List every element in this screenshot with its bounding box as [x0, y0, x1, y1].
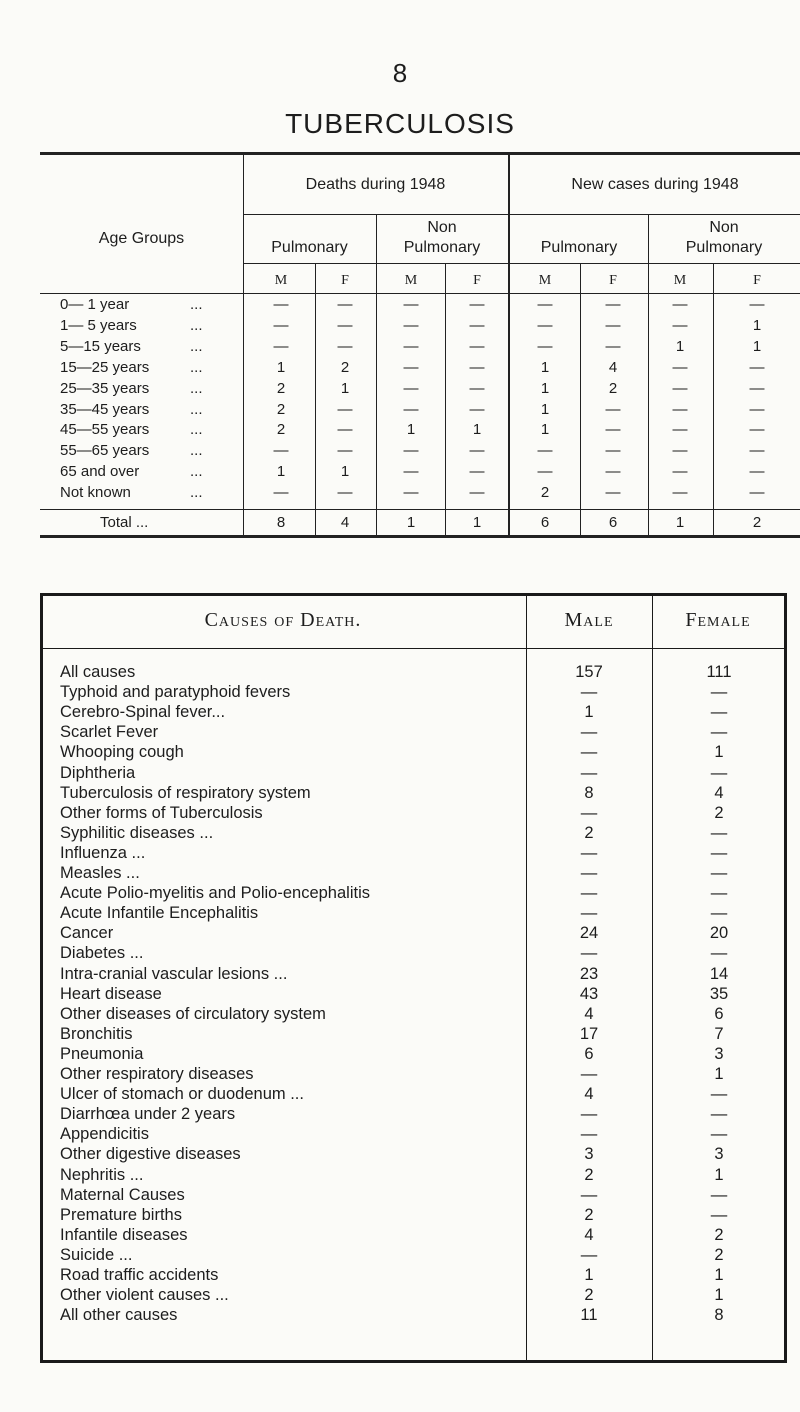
- tb-cell-value: —: [605, 442, 621, 460]
- sex-m-header: M: [404, 273, 418, 288]
- age-group-label: Not known: [60, 484, 131, 502]
- causes-header: Causes of Death.: [204, 609, 362, 631]
- female-value: —: [710, 884, 728, 903]
- female-value: —: [710, 1125, 728, 1144]
- tb-cell-value: —: [605, 337, 621, 355]
- tb-cell-value: —: [749, 442, 765, 460]
- tb-cell-value: 1: [540, 400, 550, 418]
- new-cases-header: New cases during 1948: [571, 176, 739, 193]
- female-value: 8: [714, 1306, 724, 1325]
- tb-cell-value: —: [337, 400, 353, 418]
- female-value: 2: [714, 1225, 724, 1244]
- leader-dots: ...: [190, 421, 203, 439]
- tb-cell-value: 1: [752, 337, 762, 355]
- tb-cell-value: —: [605, 400, 621, 418]
- female-value: 1: [714, 1165, 724, 1184]
- male-value: —: [580, 1245, 598, 1264]
- leader-dots: ...: [190, 400, 203, 418]
- tb-cell-value: —: [403, 484, 419, 502]
- leader-dots: ...: [190, 358, 203, 376]
- cause-label: All other causes: [60, 1306, 178, 1325]
- cause-label: All causes: [60, 663, 136, 681]
- female-value: —: [710, 1085, 728, 1104]
- female-value: 4: [714, 783, 724, 802]
- female-value: —: [710, 703, 728, 722]
- female-value: 1: [714, 743, 724, 762]
- tb-cell-value: 1: [540, 379, 550, 397]
- male-value: 2: [584, 1205, 594, 1224]
- male-value: 2: [584, 1165, 594, 1184]
- table-col-rule: [508, 152, 510, 538]
- male-value: —: [580, 1185, 598, 1204]
- tb-cell-value: —: [537, 442, 553, 460]
- total-value: 1: [675, 514, 685, 531]
- total-value: 1: [472, 514, 482, 531]
- tb-cell-value: —: [337, 296, 353, 313]
- cause-label: Other violent causes ...: [60, 1286, 229, 1305]
- tb-cell-value: —: [672, 463, 688, 481]
- cause-label: Bronchitis: [60, 1024, 133, 1043]
- male-value: —: [580, 743, 598, 762]
- tb-cell-value: 2: [276, 379, 286, 397]
- cause-label: Other forms of Tuberculosis: [60, 803, 263, 822]
- age-group-label: 0— 1 year: [60, 296, 130, 313]
- table-header-rule: [243, 214, 800, 215]
- female-value: —: [710, 683, 728, 702]
- age-group-label: 35—45 years: [60, 400, 150, 418]
- sex-f-header: F: [341, 273, 349, 288]
- male-value: 1: [584, 1266, 594, 1284]
- page-title: TUBERCULOSIS: [285, 108, 515, 139]
- leader-dots: ...: [190, 463, 203, 481]
- female-value: —: [710, 904, 728, 923]
- male-value: 4: [584, 1225, 594, 1244]
- tb-cell-value: —: [749, 379, 765, 397]
- tb-cell-value: —: [273, 296, 289, 313]
- cause-label: Other diseases of circulatory system: [60, 1004, 326, 1023]
- male-value: —: [580, 884, 598, 903]
- female-value: 3: [714, 1044, 724, 1063]
- table-col-rule: [648, 214, 649, 538]
- male-value: 43: [579, 984, 599, 1003]
- female-value: —: [710, 1105, 728, 1124]
- tb-cell-value: —: [469, 442, 485, 460]
- cause-label: Maternal Causes: [60, 1185, 185, 1204]
- age-group-label: 65 and over: [60, 463, 140, 481]
- deaths-pulmonary-header: Pulmonary: [271, 239, 348, 256]
- female-value: —: [710, 944, 728, 963]
- tb-cell-value: —: [672, 316, 688, 334]
- age-groups-header: Age Groups: [98, 230, 185, 247]
- cause-label: Cerebro-Spinal fever...: [60, 703, 226, 722]
- leader-dots: ...: [190, 484, 203, 502]
- male-value: 17: [579, 1024, 599, 1043]
- male-value: 2: [584, 1286, 594, 1305]
- tb-cell-value: —: [672, 296, 688, 313]
- male-value: —: [580, 1105, 598, 1124]
- tb-cell-value: —: [672, 484, 688, 502]
- total-value: 8: [276, 514, 286, 531]
- female-value: —: [710, 723, 728, 742]
- deaths-non-header-line1: Non: [427, 219, 457, 236]
- causes-col-rule: [526, 593, 527, 1363]
- male-header: Male: [564, 609, 614, 631]
- tb-cell-value: 1: [276, 463, 286, 481]
- female-value: 111: [706, 663, 732, 681]
- tb-cell-value: 1: [340, 463, 350, 481]
- table-mf-rule: [243, 263, 800, 264]
- table-col-rule: [445, 264, 446, 538]
- tb-cell-value: 4: [608, 358, 618, 376]
- cause-label: Whooping cough: [60, 743, 184, 762]
- table-top-rule: [40, 152, 800, 155]
- tb-cell-value: —: [672, 379, 688, 397]
- female-value: 2: [714, 1245, 724, 1264]
- age-group-label: 25—35 years: [60, 379, 150, 397]
- cause-label: Typhoid and paratyphoid fevers: [60, 683, 291, 702]
- male-value: 1: [584, 703, 594, 722]
- tb-cell-value: 2: [276, 421, 286, 439]
- causes-of-death-table: [40, 593, 787, 1363]
- cause-label: Syphilitic diseases ...: [60, 823, 214, 842]
- cause-label: Intra-cranial vascular lesions ...: [60, 964, 288, 983]
- total-value: 6: [540, 514, 550, 531]
- male-value: 4: [584, 1004, 594, 1023]
- cause-label: Diabetes ...: [60, 944, 144, 963]
- male-value: —: [580, 904, 598, 923]
- tb-cell-value: —: [403, 337, 419, 355]
- age-group-label: 45—55 years: [60, 421, 150, 439]
- tb-cell-value: 1: [276, 358, 286, 376]
- tb-cell-value: —: [273, 316, 289, 334]
- male-value: —: [580, 1125, 598, 1144]
- cause-label: Nephritis ...: [60, 1165, 144, 1184]
- cause-label: Scarlet Fever: [60, 723, 159, 742]
- tb-cell-value: —: [403, 316, 419, 334]
- male-value: —: [580, 1065, 598, 1083]
- table-total-rule: [40, 509, 800, 510]
- tb-cell-value: 2: [608, 379, 618, 397]
- tb-cell-value: —: [469, 463, 485, 481]
- male-value: —: [580, 944, 598, 963]
- cause-label: Pneumonia: [60, 1044, 144, 1063]
- cause-label: Premature births: [60, 1205, 182, 1224]
- deaths-non-header-line2: Pulmonary: [403, 239, 481, 256]
- male-value: 11: [580, 1306, 598, 1325]
- causes-top-rule: [40, 593, 787, 596]
- causes-header-rule: [40, 648, 787, 649]
- tb-cell-value: 2: [340, 358, 350, 376]
- tb-cell-value: —: [749, 484, 765, 502]
- male-value: 24: [579, 924, 599, 943]
- new-non-header-line1: Non: [709, 219, 739, 236]
- table-col-rule: [713, 264, 714, 538]
- female-value: —: [710, 763, 728, 782]
- male-value: —: [580, 803, 598, 822]
- cause-label: Suicide ...: [60, 1245, 133, 1264]
- tb-cell-value: —: [337, 421, 353, 439]
- total-label: Total ...: [100, 514, 149, 531]
- male-value: —: [580, 864, 598, 882]
- tb-cell-value: —: [537, 316, 553, 334]
- female-header: Female: [685, 609, 751, 631]
- tb-cell-value: —: [672, 400, 688, 418]
- tb-cell-value: —: [403, 379, 419, 397]
- female-value: 14: [709, 964, 729, 983]
- tb-cell-value: —: [469, 337, 485, 355]
- tb-cell-value: —: [337, 316, 353, 334]
- causes-bottom-rule: [40, 1360, 787, 1363]
- sex-f-header: F: [753, 273, 761, 288]
- cause-label: Influenza ...: [60, 843, 146, 862]
- leader-dots: ...: [190, 337, 203, 355]
- female-value: 7: [714, 1024, 724, 1043]
- female-value: 1: [714, 1065, 724, 1083]
- tb-cell-value: —: [605, 421, 621, 439]
- cause-label: Diphtheria: [60, 763, 136, 782]
- tb-cell-value: —: [403, 442, 419, 460]
- tb-cell-value: —: [749, 421, 765, 439]
- causes-col-rule: [652, 593, 653, 1363]
- table-col-rule: [376, 214, 377, 538]
- leader-dots: ...: [190, 379, 203, 397]
- sex-f-header: F: [473, 273, 481, 288]
- female-value: 35: [709, 984, 729, 1003]
- tb-cell-value: 1: [406, 421, 416, 439]
- tb-cell-value: —: [403, 400, 419, 418]
- male-value: 4: [584, 1085, 594, 1104]
- tuberculosis-table: [40, 152, 800, 538]
- age-group-label: 15—25 years: [60, 358, 150, 376]
- tb-cell-value: —: [403, 358, 419, 376]
- tb-cell-value: —: [273, 442, 289, 460]
- tb-cell-value: —: [749, 463, 765, 481]
- cause-label: Acute Polio-myelitis and Polio-encephalitis: [60, 884, 370, 903]
- tb-cell-value: —: [672, 421, 688, 439]
- female-value: —: [710, 843, 728, 862]
- table-col-rule: [580, 264, 581, 538]
- tb-cell-value: 1: [472, 421, 482, 439]
- total-value: 2: [752, 514, 762, 531]
- female-value: 2: [714, 803, 724, 822]
- causes-left-rule: [40, 593, 43, 1363]
- tb-cell-value: —: [469, 296, 485, 313]
- male-value: 157: [575, 663, 603, 681]
- male-value: —: [580, 683, 598, 702]
- age-group-label: 5—15 years: [60, 337, 141, 355]
- tb-cell-value: —: [605, 463, 621, 481]
- deaths-header: Deaths during 1948: [305, 176, 446, 193]
- male-value: 2: [584, 823, 594, 842]
- tb-cell-value: 1: [340, 379, 350, 397]
- cause-label: Infantile diseases: [60, 1225, 188, 1244]
- male-value: —: [580, 843, 598, 862]
- tb-cell-value: —: [337, 484, 353, 502]
- tb-cell-value: —: [469, 358, 485, 376]
- table-col-rule: [315, 264, 316, 538]
- female-value: 1: [714, 1266, 724, 1284]
- female-value: 3: [714, 1145, 724, 1164]
- age-group-label: 1— 5 years: [60, 316, 137, 334]
- tb-cell-value: —: [337, 442, 353, 460]
- female-value: 6: [714, 1004, 724, 1023]
- new-non-header-line2: Pulmonary: [685, 239, 763, 256]
- leader-dots: ...: [190, 316, 203, 334]
- table-bottom-rule: [40, 535, 800, 538]
- female-value: —: [710, 823, 728, 842]
- tb-cell-value: —: [749, 296, 765, 313]
- tb-cell-value: —: [337, 337, 353, 355]
- female-value: —: [710, 1185, 728, 1204]
- tb-cell-value: —: [537, 296, 553, 313]
- table-body-rule: [40, 293, 800, 294]
- cause-label: Ulcer of stomach or duodenum ...: [60, 1085, 304, 1104]
- cause-label: Other digestive diseases: [60, 1145, 241, 1164]
- tb-cell-value: —: [273, 337, 289, 355]
- female-value: 20: [709, 924, 729, 943]
- tb-cell-value: —: [537, 337, 553, 355]
- tb-cell-value: 1: [540, 421, 550, 439]
- female-value: —: [710, 1205, 728, 1224]
- tb-cell-value: 1: [540, 358, 550, 376]
- cause-label: Heart disease: [60, 984, 162, 1003]
- cause-label: Road traffic accidents: [60, 1266, 219, 1284]
- sex-f-header: F: [609, 273, 617, 288]
- tb-cell-value: —: [469, 316, 485, 334]
- tb-cell-value: 2: [540, 484, 550, 502]
- tb-cell-value: —: [672, 358, 688, 376]
- cause-label: Other respiratory diseases: [60, 1065, 254, 1083]
- tb-cell-value: —: [537, 463, 553, 481]
- tb-cell-value: —: [469, 379, 485, 397]
- tb-cell-value: —: [403, 296, 419, 313]
- cause-label: Diarrhœa under 2 years: [60, 1105, 236, 1124]
- total-value: 1: [406, 514, 416, 531]
- female-value: 1: [714, 1286, 724, 1305]
- sex-m-header: M: [274, 273, 288, 288]
- female-value: —: [710, 864, 728, 882]
- male-value: 8: [584, 783, 594, 802]
- tb-cell-value: 2: [276, 400, 286, 418]
- page-number: 8: [392, 58, 408, 88]
- leader-dots: ...: [190, 296, 203, 313]
- age-group-label: 55—65 years: [60, 442, 150, 460]
- tb-cell-value: —: [469, 484, 485, 502]
- tb-cell-value: 1: [675, 337, 685, 355]
- tb-cell-value: —: [672, 442, 688, 460]
- total-value: 6: [608, 514, 618, 531]
- tb-cell-value: —: [273, 484, 289, 502]
- cause-label: Appendicitis: [60, 1125, 149, 1144]
- tb-cell-value: —: [605, 316, 621, 334]
- new-pulmonary-header: Pulmonary: [540, 239, 618, 256]
- male-value: 23: [579, 964, 599, 983]
- tb-cell-value: —: [749, 400, 765, 418]
- male-value: 3: [584, 1145, 594, 1164]
- total-value: 4: [340, 514, 350, 531]
- tb-cell-value: —: [605, 296, 621, 313]
- tb-cell-value: —: [403, 463, 419, 481]
- tb-cell-value: 1: [752, 316, 762, 334]
- male-value: 6: [584, 1044, 594, 1063]
- tb-cell-value: —: [749, 358, 765, 376]
- leader-dots: ...: [190, 442, 203, 460]
- male-value: —: [580, 723, 598, 742]
- male-value: —: [580, 763, 598, 782]
- cause-label: Tuberculosis of respiratory system: [60, 783, 311, 802]
- cause-label: Cancer: [60, 924, 114, 943]
- cause-label: Acute Infantile Encephalitis: [60, 904, 259, 923]
- table-col-rule: [243, 152, 244, 538]
- causes-right-rule: [784, 593, 787, 1363]
- tb-cell-value: —: [605, 484, 621, 502]
- tb-cell-value: —: [469, 400, 485, 418]
- sex-m-header: M: [673, 273, 687, 288]
- cause-label: Measles ...: [60, 864, 140, 882]
- sex-m-header: M: [538, 273, 552, 288]
